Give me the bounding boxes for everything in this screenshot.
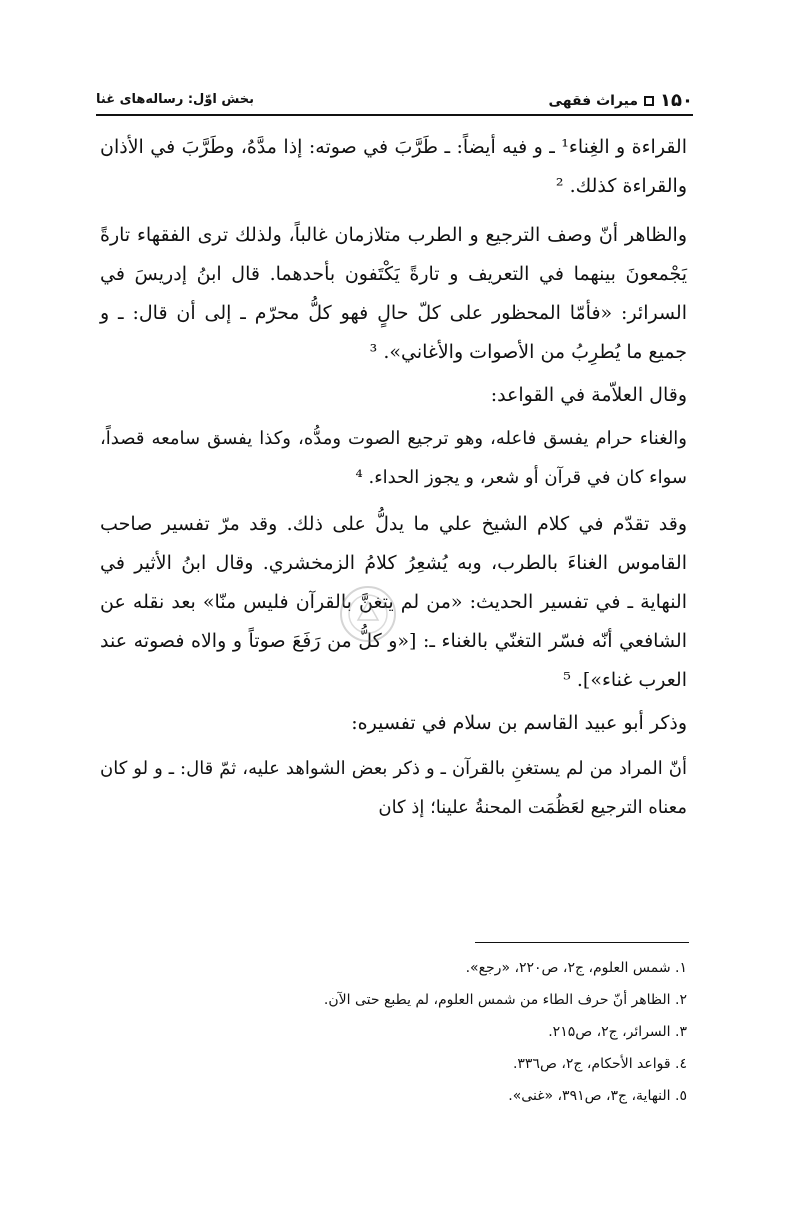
footnote-2: ۲. الظاهر أنّ حرف الطاء من شمس العلوم، لم يطبع حتى الآن. <box>323 992 687 1008</box>
footnote-1: ۱. شمس العلوم، ج۲، ص۲۲۰، «رجع». <box>465 960 687 976</box>
page-header <box>96 86 693 112</box>
footnote-4: ٤. قواعد الأحكام، ج۲، ص۳۳٦. <box>512 1056 687 1072</box>
footnote-5: ٥. النهاية، ج۳، ص۳۹۱، «غنى». <box>508 1088 687 1104</box>
footnote-divider <box>475 942 689 943</box>
main-text <box>100 128 687 827</box>
square-bullet-icon <box>644 96 654 106</box>
paragraph-4: وقد تقدّم في كلام الشيخ علي ما يدلُّ على ذلك. وقد مرّ تفسير صاحب القاموس الغناءَ بالطرب، وبه يُشعِرُ كلامُ الزمخشري. وقال ابنُ الأثير في النهاية ـ في تفسير الحديث: «من لم يتغنَّ بالقرآن فليس منّا» بعد نقله عن الشافعي أنّه فسّر التغنّي بالغناء ـ: [«و كلُّ من رَفَعَ صوتاً و والاه فصوته عند العرب غناء»]. ⁵ <box>100 513 687 691</box>
book-title: میراث فقهی <box>548 92 639 109</box>
section-title: بخش اوّل: رساله‌های غنا <box>96 92 255 107</box>
quote-abu-ubaid: أنّ المراد من لم يستغنِ بالقرآن ـ و ذكر بعض الشواهد عليه، ثمّ قال: ـ و لو كان معناه الترجيع لعَظُمَت المحنةُ علينا؛ إذ كان <box>100 758 687 818</box>
paragraph-1: القراءة و الغِناء¹ ـ و فيه أيضاً: ـ طَرَّبَ في صوته: إذا مدَّهُ، وطَرَّبَ في الأذان والقراءة كذلك. ² <box>100 136 687 197</box>
page-number: ۱۵۰ <box>660 90 693 111</box>
quote-qawaid: والغناء حرام يفسق فاعله، وهو ترجيع الصوت ومدُّه، وكذا يفسق سامعه قصداً، سواء كان في قرآن أو شعر، و يجوز الحداء. ⁴ <box>100 428 687 488</box>
library-seal-icon <box>338 584 398 644</box>
footnotes <box>110 952 687 1112</box>
header-page-info <box>549 90 693 111</box>
paragraph-5: وذكر أبو عبيد القاسم بن سلام في تفسيره: <box>351 712 687 734</box>
header-divider <box>96 114 693 116</box>
paragraph-3: وقال العلاّمة في القواعد: <box>490 384 687 406</box>
footnote-3: ۳. السرائر، ج۲، ص۲۱۵. <box>548 1024 687 1040</box>
paragraph-2: والظاهر أنّ وصف الترجيع و الطرب متلازمان غالباً، ولذلك ترى الفقهاء تارةً يَجْمعونَ بينهما في التعريف و تارةً يَكْتَفون بأحدهما. قال ابنُ إدريسَ في السرائر: «فأمّا المحظور على كلّ حالٍ فهو كلُّ محرّم ـ إلى أن قال: ـ و جميع ما يُطرِبُ من الأصوات والأغاني». ³ <box>100 224 687 363</box>
